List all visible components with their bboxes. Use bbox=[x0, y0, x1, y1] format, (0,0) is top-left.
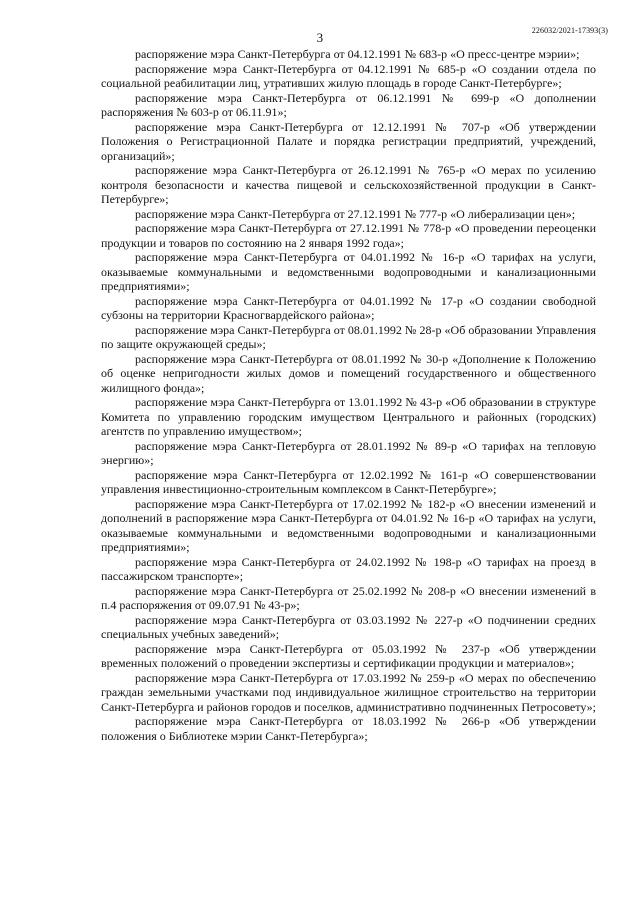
list-item: распоряжение мэра Санкт-Петербурга от 17.02.1992 № 182-р «О внесении изменений и дополнений в распоряжение мэра Санкт-Петербурга от 04.01.92 № 16-р «О тарифах на услуги, оказываемые коммунальными и ведомственными водопроводными и канализационными предприятиями»; bbox=[101, 496, 596, 554]
list-item: распоряжение мэра Санкт-Петербурга от 24.02.1992 № 198-р «О тарифах на проезд в пассажирском транспорте»; bbox=[101, 554, 596, 583]
list-item: распоряжение мэра Санкт-Петербурга от 12.12.1991 № 707-р «Об утверждении Положения о Регистрационной Палате и порядка регистрации предприятий, учреждений, организаций»; bbox=[101, 119, 596, 163]
list-item: распоряжение мэра Санкт-Петербурга от 18.03.1992 № 266-р «Об утверждении положения о Библиотеке мэрии Санкт-Петербурга»; bbox=[101, 714, 596, 743]
list-item: распоряжение мэра Санкт-Петербурга от 27.12.1991 № 778-р «О проведении переоценки продукции и товаров по состоянию на 2 января 1992 года»; bbox=[101, 221, 596, 250]
list-item: распоряжение мэра Санкт-Петербурга от 13.01.1992 № 43-р «Об образовании в структуре Комитета по управлению городским имуществом Центрального и районных (городских) агентств по управлению имуществом»; bbox=[101, 395, 596, 438]
list-item: распоряжение мэра Санкт-Петербурга от 28.01.1992 № 89-р «О тарифах на тепловую энергию»; bbox=[101, 438, 596, 467]
page-number: 3 bbox=[316, 30, 324, 45]
list-item: распоряжение мэра Санкт-Петербурга от 03.03.1992 № 227-р «О подчинении средних специальных учебных заведений»; bbox=[101, 612, 596, 641]
list-item: распоряжение мэра Санкт-Петербурга от 06.12.1991 № 699-р «О дополнении распоряжения № 603-р от 06.11.91»; bbox=[101, 90, 596, 119]
list-item: распоряжение мэра Санкт-Петербурга от 04.12.1991 № 685-р «О создании отдела по социальной реабилитации лиц, утративших жилую площадь в городе Санкт-Петербурге»; bbox=[101, 61, 596, 90]
list-item: распоряжение мэра Санкт-Петербурга от 05.03.1992 № 237-р «Об утверждении временных положений о проведении экспертизы и сертификации продукции и материалов»; bbox=[101, 641, 596, 670]
list-item: распоряжение мэра Санкт-Петербурга от 04.01.1992 № 16-р «О тарифах на услуги, оказываемые коммунальными и ведомственными водопроводными и канализационными предприятиями»; bbox=[101, 250, 596, 293]
document-body bbox=[101, 47, 596, 743]
list-item: распоряжение мэра Санкт-Петербурга от 04.01.1992 № 17-р «О создании свободной субзоны на территории Красногвардейского района»; bbox=[101, 293, 596, 322]
document-code: 226032/2021-17393(3) bbox=[531, 26, 608, 35]
list-item: распоряжение мэра Санкт-Петербурга от 04.12.1991 № 683-р «О пресс-центре мэрии»; bbox=[135, 47, 580, 61]
list-item: распоряжение мэра Санкт-Петербурга от 26.12.1991 № 765-р «О мерах по усилению контроля безопасности и качества пищевой и сельскохозяйственной продукции в Санкт-Петербурге»; bbox=[101, 163, 596, 206]
list-item: распоряжение мэра Санкт-Петербурга от 17.03.1992 № 259-р «О мерах по обеспечению граждан земельными участками под индивидуальное жилищное строительство на территории Санкт-Петербурга и районов городов и поселков, административно подчиненных Петросовету»; bbox=[101, 670, 596, 714]
list-item: распоряжение мэра Санкт-Петербурга от 27.12.1991 № 777-р «О либерализации цен»; bbox=[135, 206, 576, 221]
list-item: распоряжение мэра Санкт-Петербурга от 08.01.1992 № 30-р «Дополнение к Положению об оценке непригодности жилых домов и помещений государственного и общественного жилищного фонда»; bbox=[101, 351, 596, 395]
list-item: распоряжение мэра Санкт-Петербурга от 25.02.1992 № 208-р «О внесении изменений в п.4 распоряжения от 09.07.91 № 43-р»; bbox=[101, 583, 596, 612]
list-item: распоряжение мэра Санкт-Петербурга от 12.02.1992 № 161-р «О совершенствовании управления инвестиционно-строительным комплексом в Санкт-Петербурге»; bbox=[101, 467, 596, 496]
list-item: распоряжение мэра Санкт-Петербурга от 08.01.1992 № 28-р «Об образовании Управления по защите окружающей среды»; bbox=[101, 322, 596, 351]
